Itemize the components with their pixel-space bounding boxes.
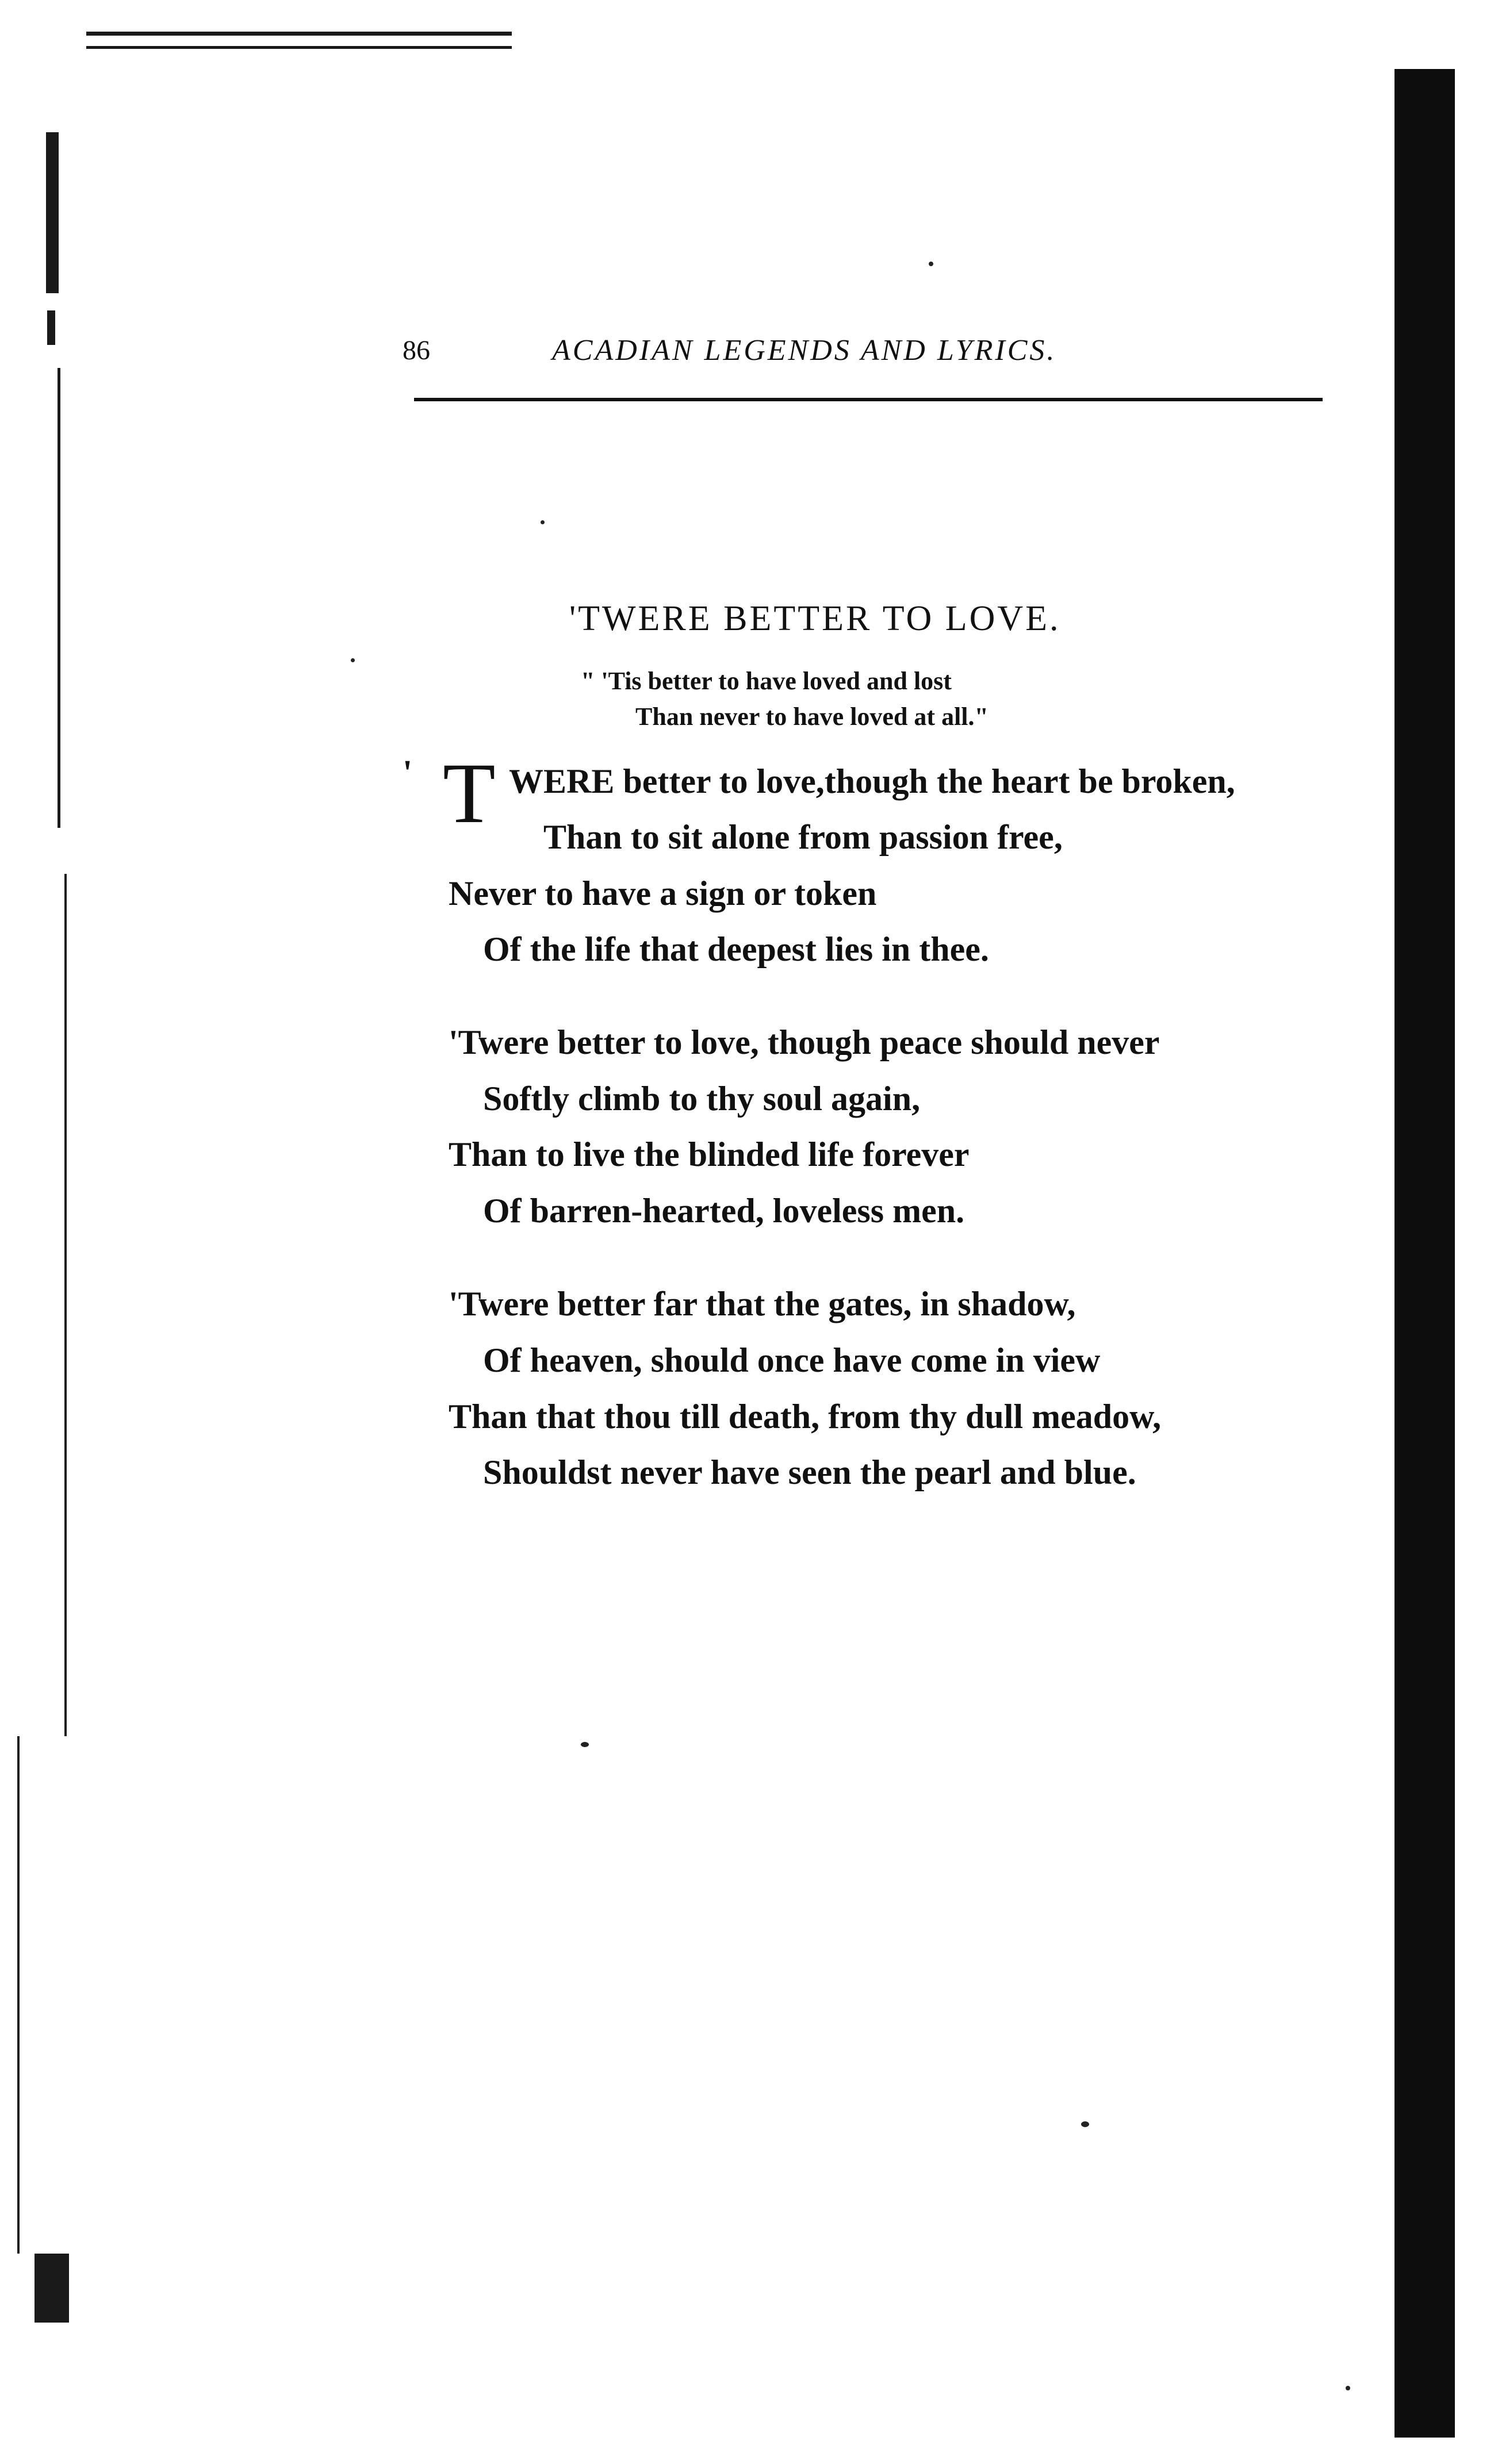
opening-apostrophe: ' [403, 754, 413, 793]
poem-title: 'TWERE BETTER TO LOVE. [569, 599, 1061, 638]
scan-speck [541, 520, 545, 524]
running-head [403, 333, 1323, 379]
epigraph-line: " 'Tis better to have loved and lost [581, 667, 952, 695]
scan-speck [581, 1742, 589, 1747]
verse-line: Shouldst never have seen the pearl and blue. [483, 1453, 1136, 1491]
verse-line: Softly climb to thy soul again, [483, 1080, 921, 1118]
running-title: ACADIAN LEGENDS AND LYRICS. [552, 334, 1057, 367]
verse-line: Of heaven, should once have come in view [483, 1341, 1101, 1379]
epigraph-line: Than never to have loved at all." [635, 703, 989, 731]
verse-line: 'Twere better to love, though peace should never [449, 1023, 1160, 1061]
scan-left-edge [0, 69, 75, 2455]
verse-line: Of the life that deepest lies in thee. [483, 930, 989, 968]
page-edge-shadow [1394, 69, 1455, 2438]
drop-cap: T [443, 746, 496, 841]
scan-speck [1081, 2121, 1089, 2127]
verse-line: WERE better to love,though the heart be broken, [509, 762, 1235, 800]
scan-edge-mark [86, 32, 512, 36]
scan-speck [351, 658, 355, 662]
verse-line: 'Twere better far that the gates, in shadow, [449, 1285, 1076, 1323]
scan-speck [929, 262, 933, 266]
verse-line: Never to have a sign or token [449, 874, 877, 912]
verse-line: Than that thou till death, from thy dull meadow, [449, 1398, 1162, 1436]
verse-line: Than to live the blinded life forever [449, 1135, 970, 1173]
page-number: 86 [403, 335, 430, 366]
verse-line: Of barren-hearted, loveless men. [483, 1192, 965, 1230]
scan-edge-mark [86, 46, 512, 49]
header-rule [414, 398, 1323, 401]
scan-speck [1346, 2386, 1350, 2390]
verse-line: Than to sit alone from passion free, [543, 818, 1063, 856]
